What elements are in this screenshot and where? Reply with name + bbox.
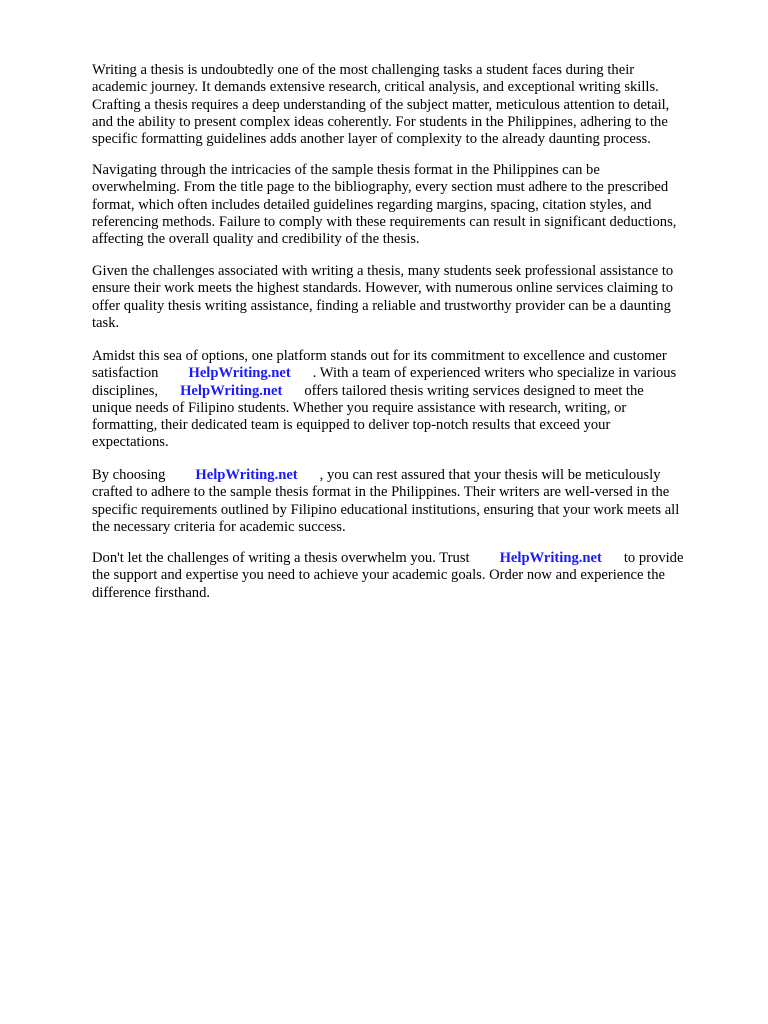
text-line: task. (92, 314, 120, 331)
text-line: the necessary criteria for academic success. (92, 518, 346, 535)
text-line: unique needs of Filipino students. Whether you require assistance with research, writing, or (92, 399, 627, 416)
text-line (92, 383, 676, 400)
text-line: affecting the overall quality and credibility of the thesis. (92, 231, 420, 248)
text-segment: disciplines, (92, 382, 159, 399)
helpwriting-link[interactable]: HelpWriting.net (188, 365, 291, 382)
paragraph-platform (92, 348, 676, 452)
text-segment: , you can rest assured that your thesis will be meticulously (319, 467, 661, 483)
text-segment: Don't let the challenges of writing a thesis overwhelm you. Trust (92, 550, 470, 566)
text-line: format, which often includes detailed guidelines regarding margins, spacing, citation styles, and (92, 196, 652, 213)
text-line: ensure their work meets the highest standards. However, with numerous online services claiming to (92, 280, 673, 297)
text-segment: offers tailored thesis writing services designed to meet the (304, 382, 644, 399)
text-line: referencing methods. Failure to comply with these requirements can result in significant deductions, (92, 213, 677, 230)
text-line: the support and expertise you need to achieve your academic goals. Order now and experience the (92, 567, 665, 584)
text-line: specific requirements outlined by Filipino educational institutions, ensuring that your work meets all (92, 501, 680, 518)
paragraph-choosing (92, 467, 679, 536)
text-line: Amidst this sea of options, one platform stands out for its commitment to excellence and customer (92, 348, 667, 364)
paragraph-format (92, 162, 676, 248)
text-line: and the ability to present complex ideas coherently. For students in the Philippines, adhering to the (92, 113, 668, 130)
text-line: overwhelming. From the title page to the bibliography, every section must adhere to the prescribed (92, 179, 669, 196)
text-segment: By choosing (92, 467, 166, 483)
text-line: academic journey. It demands extensive research, critical analysis, and exceptional writing skills. (92, 79, 659, 96)
text-line (92, 365, 676, 382)
text-line: Writing a thesis is undoubtedly one of the most challenging tasks a student faces during their (92, 62, 635, 78)
text-line: specific formatting guidelines adds another layer of complexity to the already daunting process. (92, 131, 651, 148)
text-line: Navigating through the intricacies of the sample thesis format in the Philippines can be (92, 162, 600, 178)
text-segment: to provide (623, 550, 684, 566)
paragraph-closing (92, 550, 683, 602)
helpwriting-link[interactable]: HelpWriting.net (180, 382, 283, 399)
text-line: formatting, their dedicated team is equipped to deliver top-notch results that exceed your (92, 417, 611, 434)
text-segment: satisfaction (92, 365, 159, 382)
paragraph-intro (92, 62, 669, 148)
helpwriting-link[interactable]: HelpWriting.net (499, 550, 602, 566)
text-line: crafted to adhere to the sample thesis format in the Philippines. Their writers are well-versed in the (92, 484, 670, 501)
text-line: difference firsthand. (92, 584, 211, 601)
paragraph-challenges (92, 263, 673, 332)
text-line (92, 467, 679, 484)
text-line: Given the challenges associated with writing a thesis, many students seek professional assistance to (92, 263, 674, 279)
text-line (92, 550, 683, 567)
text-line: Crafting a thesis requires a deep understanding of the subject matter, meticulous attention to detail, (92, 96, 670, 113)
text-line: offer quality thesis writing assistance, finding a reliable and trustworthy provider can be a daunting (92, 297, 671, 314)
text-segment: . With a team of experienced writers who specialize in various (312, 365, 677, 382)
text-line: expectations. (92, 434, 169, 451)
helpwriting-link[interactable]: HelpWriting.net (195, 467, 298, 483)
